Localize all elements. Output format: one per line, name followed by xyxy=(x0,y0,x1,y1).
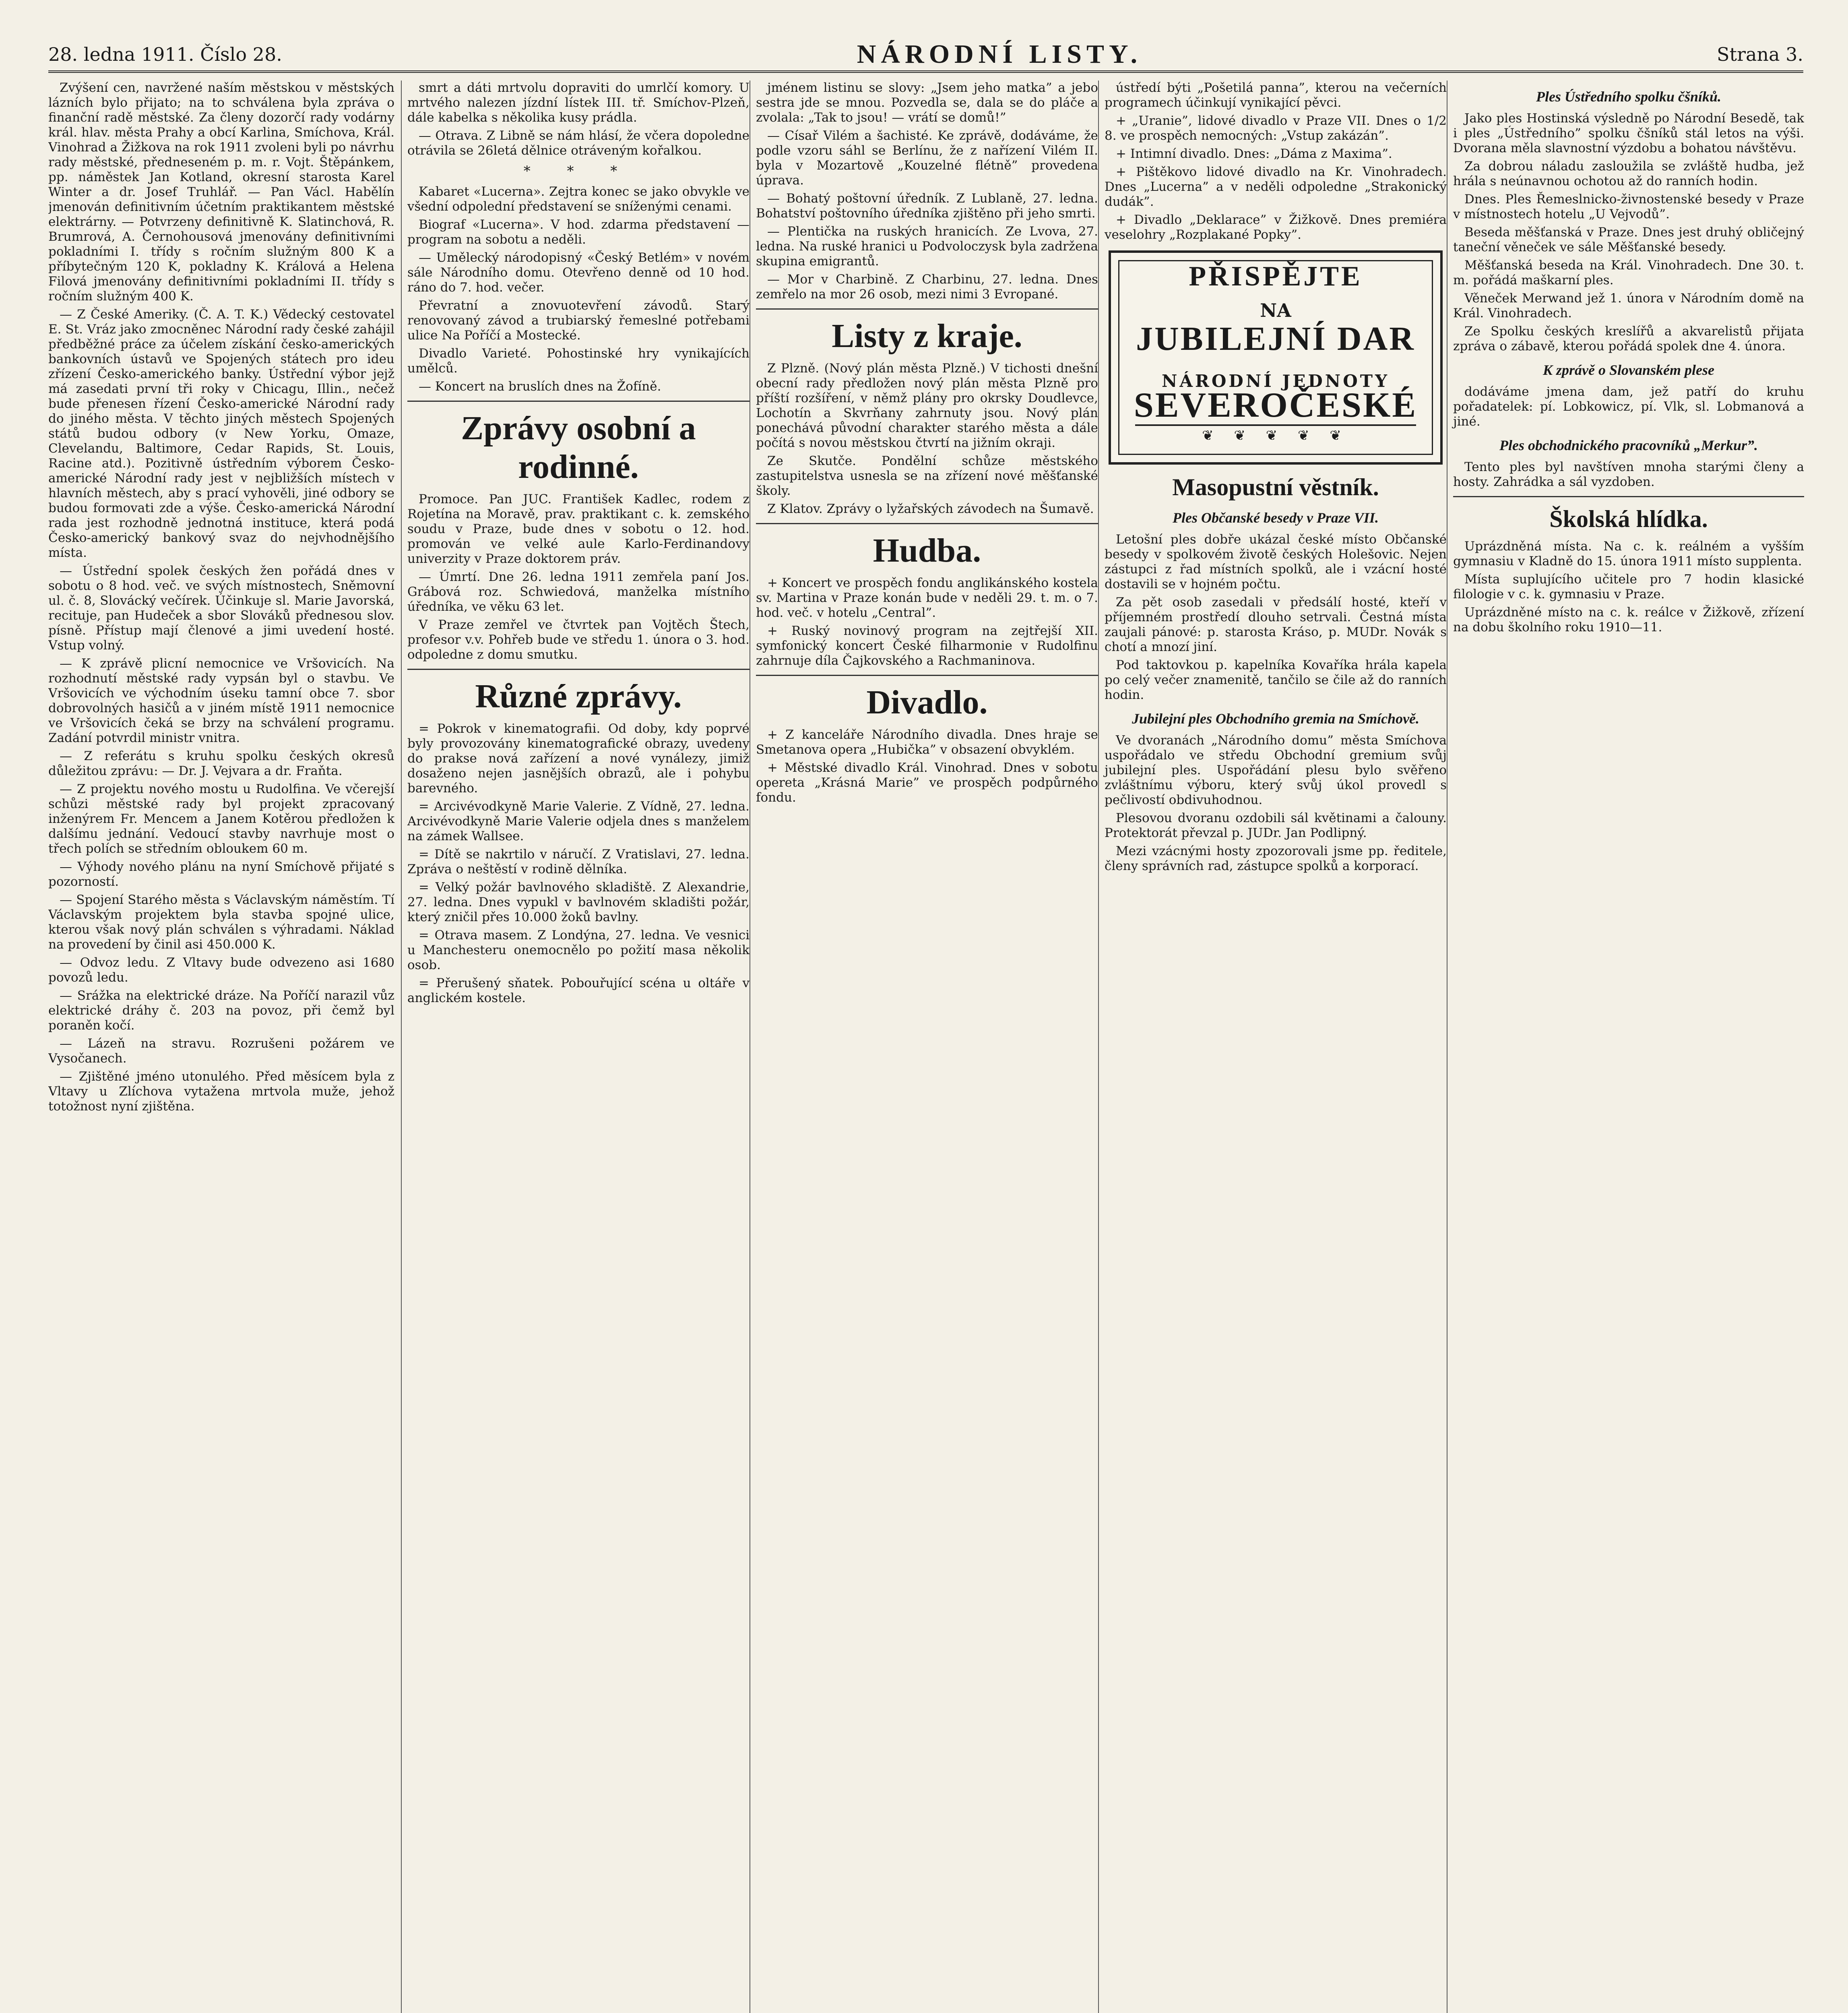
article-paragraph: dodáváme jmena dam, jež patří do kruhu pořadatelek: pí. Lobkowicz, pí. Vlk, sl. Lobmanová a jiné. xyxy=(1453,384,1804,429)
article-paragraph: — Lázeň na stravu. Rozrušeni požárem ve Vysočanech. xyxy=(48,1036,394,1066)
article-paragraph: — Z referátu s kruhu spolku českých okresů důležitou zprávu: — Dr. J. Vejvara a dr. Fraňta. xyxy=(48,749,394,778)
section-title-school: Školská hlídka. xyxy=(1549,506,1708,532)
article-paragraph: Z Plzně. (Nový plán města Plzně.) V tichosti dnešní obecní rady předložen nový plán města Plzně pro příští rozšíření, v němž plány pro okrsky Doudlevce, Lochotín a Skvrňany zahrnuty jsou. Nový plán ponechává původní charakter starého města a dále počítá s novou městskou čtvrtí na jižním okraji. xyxy=(756,361,1098,450)
article-paragraph: Převratní a znovuotevření závodů. Starý renovovaný závod a trubiarský řemeslné potřebami ulice Na Poříčí a Mostecké. xyxy=(407,298,750,343)
article-paragraph: Kabaret «Lucerna». Zejtra konec se jako obvykle ve všední odpolední představení se sníženými cenami. xyxy=(407,184,750,214)
article-paragraph: Za dobrou náladu zasloužila se zvláště hudba, jež hrála s neúnavnou ochotou až do ranních hodin. xyxy=(1453,159,1804,188)
divider xyxy=(756,675,1098,676)
ad-line: PŘISPĚJTE xyxy=(1189,261,1363,292)
article-paragraph: Dnes. Ples Řemeslnicko-živnostenské besedy v Praze v místnostech hotelu „U Vejvodů”. xyxy=(1453,192,1804,221)
article-paragraph: — Ústřední spolek českých žen pořádá dnes v sobotu o 8 hod. več. ve svých místnostech, Sněmovní ul. č. 8, Slovácký večírek. Účinkuje sl. Marie Javorská, recituje, pan Hudeček a sbor Slováků přednesou slov. písně. Přístup mají členové a jimi uvedení hosté. Vstup volný. xyxy=(48,564,394,653)
article-paragraph: — Úmrtí. Dne 26. ledna 1911 zemřela paní Jos. Grábová roz. Schwiedová, manželka místního úředníka, ve věku 63 let. xyxy=(407,570,750,614)
article-paragraph: Biograf «Lucerna». V hod. zdarma představení — program na sobotu a neděli. xyxy=(407,217,750,247)
subsection-title: Ples Občanské besedy v Praze VII. xyxy=(1173,510,1379,526)
divider xyxy=(1453,496,1804,497)
subsection-title: Ples obchodnického pracovníků „Merkur”. xyxy=(1499,437,1758,453)
article-paragraph: Uprázdněná místa. Na c. k. reálném a vyšším gymnasiu v Kladně do 15. února 1911 místo supplenta. xyxy=(1453,539,1804,568)
article-paragraph: ústředí býti „Pošetilá panna”, kterou na večerních programech účinkují vynikající pěvci. xyxy=(1105,81,1447,110)
article-paragraph: Zvýšení cen, navržené naším městskou v městských lázních bylo přijato; na to schválena byla zpráva o finanční radě městské. Za členy dozorčí rady vodárny král. hlav. města Prahy a obcí Karlina, Smíchova, Král. Vinohrad a Žižkova na rok 1911 zvoleni byli po návrhu rady městské, předneseném p. m. r. Vojt. Štěpánkem, pp. náměstek Jan Kotland, okresní starosta Karel Winter a dr. Josef Truhlář. — Pan Václ. Habělín jmenován definitivním účetním praktikantem městské elektrárny. — Potvrzeny definitivně K. Slatinchová, R. Brumrová, A. Černohousová jmenovány definitivními pokladními I. třídy s ročním služným 800 K a příbytečným 120 K, pokladny K. Králová a Helena Filová jmenovány definitivními pokladními II. třídy s ročním služným 400 K. xyxy=(48,81,394,304)
article-paragraph: — Koncert na bruslích dnes na Žofíně. xyxy=(419,379,661,394)
article-paragraph: — Z České Ameriky. (Č. A. T. K.) Vědecký cestovatel E. St. Vráz jako zmocněnec Národní rady české zahájil předběžné práce za účelem získání česko-amerických bankovních ústavů ve Spojených státech pro ideu zřízení Česko-amerického banky. Ústřední výbor jejž má zasedati první tři roky v Chicagu, Illin., nečež bude přenesen řízení Česko-americké Národní rady do jiného města. V těchto jiných městech Spojených států budou odbory (v New Yorku, Omaze, Clevelandu, Baltimore, Cedar Rapids, St. Louis, Racine atd.). Pozitivně ústředním výborem Česko-americké Národní rady jest v nejbližších místech v hlavních městech, aby s prací vyhověli, jiné odbory se budou formovati zde a výše. Česko-americká Národní rada jest rozhodně jednotná instituce, která podá Česko-americký bankový svaz do nejvhodnějšího místa. xyxy=(48,307,394,560)
article-paragraph: Místa suplujícího učitele pro 7 hodin klasické filologie v c. k. gymnasiu v Praze. xyxy=(1453,572,1804,601)
article-paragraph: + Intimní divadlo. Dnes: „Dáma z Maxima”. xyxy=(1116,147,1392,161)
article-paragraph: — Zjištěné jméno utonulého. Před měsícem byla z Vltavy u Zlíchova vytažena mrtvola muže, jehož totožnost nyní zjištěna. xyxy=(48,1069,394,1114)
subsection-title: Ples Ústředního spolku čšníků. xyxy=(1536,89,1722,105)
article-paragraph: Měšťanská beseda na Král. Vinohradech. Dne 30. t. m. pořádá maškarní ples. xyxy=(1453,258,1804,287)
article-paragraph: — K zprávě plicní nemocnice ve Vršovicích. Na rozhodnutí městské rady vypsán byl o stavbu. Ve Vršovicích ve východním úseku tamní obce 7. sbor dobrovolných hasičů a v jiném místě 1911 nemocnice ve Vršovicích čeká se brzy na schválení programu. Zadání potvrdil ministr vnitra. xyxy=(48,656,394,745)
article-paragraph: Pod taktovkou p. kapelníka Kovaříka hrála kapela po celý večer znamenitě, tančilo se čile až do ranních hodin. xyxy=(1105,658,1447,702)
ad-line: NA xyxy=(1260,300,1291,321)
article-paragraph: Promoce. Pan JUC. František Kadlec, rodem z Rojetína na Moravě, prav. praktikant c. k. zemského soudu v Praze, bude dnes v sobotu o 12. hod. promován ve velké aule Karlo-Ferdinandovy univerzity v Praze doktorem práv. xyxy=(407,492,750,566)
page-header xyxy=(48,38,1803,73)
column-2 xyxy=(401,81,755,2013)
article-paragraph: = Arcivévodkyně Marie Valerie. Z Vídně, 27. ledna. Arcivévodkyně Marie Valerie odjela dnes s manželem na zámek Wallsee. xyxy=(407,799,750,843)
advertisement-jubilee-gift xyxy=(1109,250,1443,465)
article-paragraph: = Velký požár bavlnového skladiště. Z Alexandrie, 27. ledna. Dnes vypukl v bavlnovém skladišti požár, který zničil přes 10.000 žoků bavlny. xyxy=(407,880,750,924)
ad-line: JUBILEJNÍ DAR xyxy=(1136,320,1415,358)
article-paragraph: smrt a dáti mrtvolu dopraviti do umrlčí komory. U mrtvého nalezen jízdní lístek III. tř. Smíchov-Plzeň, dále kabelka s několika kusy prádla. xyxy=(407,81,750,125)
ad-line: SEVEROČESKÉ xyxy=(1134,386,1418,425)
article-paragraph: — Spojení Starého města s Václavským náměstím. Tí Václavským projektem byla stavba spojné ulice, kterou však nový plán schválen s výhradami. Náklad na provedení by činil asi 450.000 K. xyxy=(48,893,394,952)
section-title-music: Hudba. xyxy=(873,532,981,569)
article-paragraph: Tento ples byl navštíven mnoha starými členy a hosty. Zahrádka a sál vyzdoben. xyxy=(1453,460,1804,489)
article-paragraph: Plesovou dvoranu ozdobili sál květinami a čalouny. Protektorát převzal p. JUDr. Jan Podlipný. xyxy=(1105,811,1447,840)
section-title-regional: Listy z kraje. xyxy=(832,317,1022,355)
issue-date: 28. ledna 1911. Číslo 28. xyxy=(48,43,282,65)
subsection-title: K zprávě o Slovanském plese xyxy=(1543,362,1714,378)
article-paragraph: — Výhody nového plánu na nyní Smíchově přijaté s pozorností. xyxy=(48,860,394,889)
article-paragraph: — Odvoz ledu. Z Vltavy bude odvezeno asi 1680 povozů ledu. xyxy=(48,955,394,985)
divider xyxy=(756,308,1098,310)
article-paragraph: — Srážka na elektrické dráze. Na Poříčí narazil vůz elektrické dráhy č. 203 na povoz, při čemž byl poraněn kočí. xyxy=(48,988,394,1033)
section-title-carnival: Masopustní věstník. xyxy=(1172,474,1379,500)
article-paragraph: + „Uranie”, lidové divadlo v Praze VII. Dnes o 1/2 8. ve prospěch nemocných: „Vstup zakázán”. xyxy=(1105,114,1447,143)
section-title-personal: Zprávy osobní a rodinné. xyxy=(461,409,696,486)
article-paragraph: + Městské divadlo Král. Vinohrad. Dnes v sobotu opereta „Krásná Marie” ve prospěch podpůrného fondu. xyxy=(756,761,1098,805)
article-paragraph: Beseda měšťanská v Praze. Dnes jest druhý obličejný taneční věneček ve sále Měšťanské besedy. xyxy=(1453,225,1804,254)
divider xyxy=(407,669,750,670)
article-paragraph: V Praze zemřel ve čtvrtek pan Vojtěch Štech, profesor v.v. Pohřeb bude ve středu 1. února o 3. hod. odpoledne z domu smutku. xyxy=(407,618,750,662)
column-4 xyxy=(1098,81,1452,2013)
divider xyxy=(756,523,1098,524)
article-paragraph: — Umělecký národopisný «Český Betlém» v novém sále Národního domu. Otevřeno denně od 10 hod. ráno do 7. hod. večer. xyxy=(407,250,750,295)
masthead-title: NÁRODNÍ LISTY. xyxy=(857,39,1142,69)
article-paragraph: Letošní ples dobře ukázal české místo Občanské besedy v spolkovém životě českých Holešovic. Nejen zástupci z řad místních spolků, ale i vzácní hosté dostavili se v hojném počtu. xyxy=(1105,532,1447,591)
article-paragraph: — Císař Vilém a šachisté. Ke zprávě, dodáváme, že podle vzoru sáhl se Berlínu, že z nařízení Vilém II. byla v Mozartově „Kouzelné flétně” provedena úprava. xyxy=(756,128,1098,188)
column-3 xyxy=(750,81,1104,2013)
article-paragraph: Mezi vzácnými hosty zpozorovali jsme pp. ředitele, členy správních rad, zástupce spolků a korporací. xyxy=(1105,844,1447,873)
article-paragraph: Z Klatov. Zprávy o lyžařských závodech na Šumavě. xyxy=(767,502,1094,516)
article-paragraph: + Divadlo „Deklarace” v Žižkově. Dnes premiéra veselohry „Rozplakané Popky”. xyxy=(1105,213,1447,242)
article-paragraph: — Z projektu nového mostu u Rudolfina. Ve včerejší schůzi městské rady byl projekt zpracovaný inženýrem Fr. Mencem a Janem Kotěrou předložen k dalšímu jednání. Vedoucí stavby navrhuje most o třech polích se středním obloukem 60 m. xyxy=(48,782,394,856)
column-5 xyxy=(1447,81,1804,2013)
article-paragraph: = Dítě se nakrtilo v náručí. Z Vratislavi, 27. ledna. Zpráva o neštěstí v rodině dělníka. xyxy=(407,847,750,876)
ad-line: NÁRODNÍ JEDNOTY xyxy=(1161,371,1390,391)
article-paragraph: + Pištěkovo lidové divadlo na Kr. Vinohradech. Dnes „Lucerna” a v neděli odpoledne „Strakonický dudák”. xyxy=(1105,165,1447,209)
article-paragraph: — Bohatý poštovní úředník. Z Lublaně, 27. ledna. Bohatství poštovního úředníka zjištěno při jeho smrti. xyxy=(756,191,1098,221)
page-number: Strana 3. xyxy=(1717,43,1803,65)
article-paragraph: + Ruský novinový program na zejtřejší XII. symfonický koncert České filharmonie v Rudolfinu zahrnuje díla Čajkovského a Rachmaninova. xyxy=(756,624,1098,668)
subsection-title: Jubilejní ples Obchodního gremia na Smíchově. xyxy=(1132,711,1420,727)
section-divider: * * * xyxy=(523,163,634,179)
article-paragraph: Jako ples Hostinská výsledně po Národní Besedě, tak i ples „Ústředního” spolku čšníků stál letos na výši. Dvorana měla slavnostní výzdobu a bohatou návštěvu. xyxy=(1453,111,1804,155)
article-paragraph: = Otrava masem. Z Londýna, 27. ledna. Ve vesnici u Manchesteru onemocnělo po požití masa několik osob. xyxy=(407,928,750,972)
article-paragraph: — Mor v Charbině. Z Charbinu, 27. ledna. Dnes zemřelo na mor 26 osob, mezi nimi 3 Evropané. xyxy=(756,272,1098,302)
article-paragraph: = Pokrok v kinematografii. Od doby, kdy poprvé byly provozovány kinematografické obrazy, uvedeny do prakse nová zařízení a nové vynálezy, jimiž dosaženo nejen jasnějších obrazů, ale i pohybu barevného. xyxy=(407,721,750,796)
article-paragraph: Uprázdněné místo na c. k. reálce v Žižkově, zřízení na dobu školního roku 1910—11. xyxy=(1453,605,1804,634)
section-title-theatre: Divadlo. xyxy=(866,684,988,721)
article-paragraph: = Přerušený sňatek. Pobouřující scéna u oltáře v anglickém kostele. xyxy=(407,976,750,1005)
column-1 xyxy=(48,81,400,2013)
article-paragraph: Ze Spolku českých kreslířů a akvarelistů přijata zpráva o zábavě, kterou pořádá spolek dne 4. února. xyxy=(1453,324,1804,353)
ornament-icon xyxy=(1135,424,1416,446)
article-paragraph: Za pět osob zasedali v předsálí hosté, kteří v příjemném prostředí dlouho setrvali. Čestná místa zaujali pánové: p. starosta Kráso, p. MUDr. Novák s chotí a mnozí jiní. xyxy=(1105,595,1447,654)
article-paragraph: — Otrava. Z Libně se nám hlásí, že včera dopoledne otrávila se 26letá dělnice otráveným kořalkou. xyxy=(407,128,750,158)
article-paragraph: Věneček Merwand jež 1. února v Národním domě na Král. Vinohradech. xyxy=(1453,291,1804,320)
article-paragraph: + Z kanceláře Národního divadla. Dnes hraje se Smetanova opera „Hubička” v obsazení obvyklém. xyxy=(756,727,1098,757)
article-paragraph: Divadlo Varieté. Pohostinské hry vynikajících umělců. xyxy=(407,346,750,376)
section-title-misc: Různé zprávy. xyxy=(475,678,682,715)
article-paragraph: + Koncert ve prospěch fondu anglikánského kostela sv. Martina v Praze konán bude v neděli 29. t. m. o 7. hod. več. v hotelu „Central”. xyxy=(756,576,1098,620)
divider xyxy=(407,401,750,402)
article-paragraph: Ve dvoranách „Národního domu” města Smíchova uspořádalo ve středu Obchodní gremium svůj jubilejní ples. Uspořádání plesu bylo svěřeno zvláštnímu výboru, který svůj úkol provedl s pečlivostí obdivuhodnou. xyxy=(1105,733,1447,807)
article-paragraph: — Plentička na ruských hranicích. Ze Lvova, 27. ledna. Na ruské hranici u Podvoloczysk byla zadržena skupina emigrantů. xyxy=(756,224,1098,269)
article-paragraph: Ze Skutče. Pondělní schůze městského zastupitelstva usnesla se na zřízení nové měšťanské školy. xyxy=(756,454,1098,498)
article-paragraph: jménem listinu se slovy: „Jsem jeho matka” a jebo sestra jde se mnou. Pozvedla se, dala se do pláče a zvolala: „Tak to jsou! — vrátí se domů!” xyxy=(756,81,1098,125)
columns xyxy=(48,81,1803,2013)
